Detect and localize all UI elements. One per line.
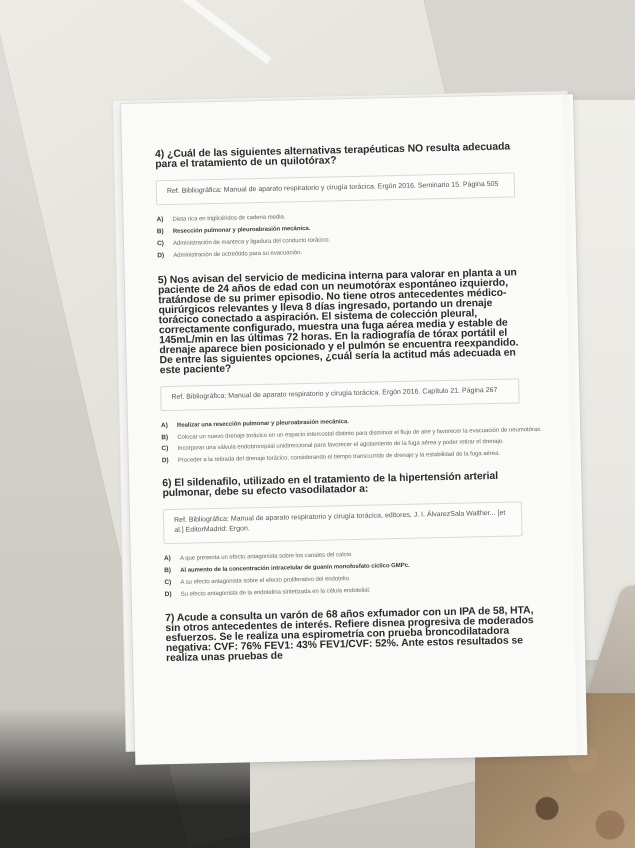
question-7 [165, 606, 549, 664]
question-7-heading: 7) Acude a consulta un varón de 68 años exfumador con un IPA de 58, HTA, sin otros antecedentes de interés. Refiere disnea progresiva de moderados esfuerzos. Se le realiza una espirometría con prueba broncodilatadora negativa: CVF: 76% FEV1: 43% FEV1/CVF: 52%. Ante estos resultados se realiza unas pruebas de [165, 605, 534, 665]
option-letter: D) [157, 252, 165, 260]
question-4-heading: 4) ¿Cuál de las siguientes alternativas terapéuticas NO resulta adecuada para el tratamiento de un quilotórax? [154, 141, 511, 171]
option-text: Proceder a la retirada del drenaje torácico, considerando el tiempo transcurrido de drenaje y la estabilidad de la fuga aérea. [177, 450, 501, 464]
question-5 [158, 268, 545, 465]
option-text: Realizar una resección pulmonar y pleuroabrasión mecánica. [176, 419, 349, 429]
option-text: A su efecto antagonista sobre el efecto proliferativo del endotelio. [180, 576, 351, 586]
option-text: Administración de octreótido para su evacuación. [173, 250, 303, 259]
question-4-options [156, 208, 540, 260]
question-4-reference: Ref. Bibliográfica: Manual de aparato respiratorio y cirugía torácica. Ergón 2016. Seminario 15. Página 505 [156, 172, 515, 205]
option-text: Dieta rica en triglicéridos de cadena media. [172, 214, 286, 223]
option-text: Su efecto antagonista de la endotelina sintetizada en la célula endotelial. [180, 587, 371, 598]
question-6-reference: Ref. Bibliográfica: Manual de aparato respiratorio y cirugía torácica, editores, J. I. ÁlvarezSala Walther... [et al.] EditorMadrid: Ergon. [163, 501, 523, 544]
option-text: A que presenta un efecto antagonista sobre los canales del calcio. [179, 552, 353, 562]
option-text: Incorporar una válvula endobronquial unidireccional para favorecer el agotamiento de la fuga aérea y poder retirar el drenaje. [177, 438, 504, 452]
option-letter: B) [164, 567, 172, 575]
question-6-heading: 6) El sildenafilo, utilizado en el tratamiento de la hipertensión arterial pulmonar, debe su efecto vasodilatador a: [162, 470, 499, 500]
option-letter: C) [161, 445, 169, 453]
option-letter: A) [163, 555, 171, 563]
option-text: Resección pulmonar y pleuroabrasión mecánica. [172, 225, 311, 235]
exam-content [155, 142, 549, 674]
question-6 [162, 471, 548, 599]
option-letter: D) [164, 591, 172, 599]
option-text: Al aumento de la concentración intracelular de guanín monofosfato cíclico GMPc. [180, 562, 410, 574]
option-letter: C) [156, 240, 164, 248]
question-5-heading: 5) Nos avisan del servicio de medicina interna para valorar en planta a un paciente de 24 años de edad con un neumotórax espontáneo izquierdo, tratándose de su primer episodio. No tiene otros antecedentes médico-quirúrgicos relevantes y lleva 8 días ingresado, portando un drenaje torácico conectado a aspiración. El sistema de colección pleural, correctamente configurado, muestra una fuga aérea media y estable de 145mL/min en las últimas 72 horas. En la radiografía de tórax portátil el drenaje aparece bien posicionado y el pulmón se encuentra reexpandido. De entre las siguientes opciones, ¿cuál sería la actitud más adecuada en este paciente? [157, 267, 519, 377]
question-5-reference: Ref. Bibliográfica: Manual de aparato respiratorio y cirugía torácica. Ergón 2016. Capítulo 21. Página 267 [160, 378, 519, 411]
question-6-options [164, 547, 548, 599]
option-letter: C) [164, 579, 172, 587]
exam-page [121, 94, 587, 765]
option-letter: B) [156, 228, 164, 236]
option-letter: A) [160, 422, 168, 430]
question-5-options [161, 414, 545, 465]
option-letter: A) [156, 216, 164, 224]
option-letter: D) [161, 456, 169, 464]
question-4 [155, 142, 540, 260]
option-letter: B) [161, 433, 169, 441]
option-text: Colocar un nuevo drenaje torácico en un espacio intercostal distinto para disminuir el flujo de aire y favorecer la evacuación de neumotórax. [177, 426, 542, 441]
option-text: Administración de manteca y ligadura del conducto torácico. [172, 237, 331, 247]
